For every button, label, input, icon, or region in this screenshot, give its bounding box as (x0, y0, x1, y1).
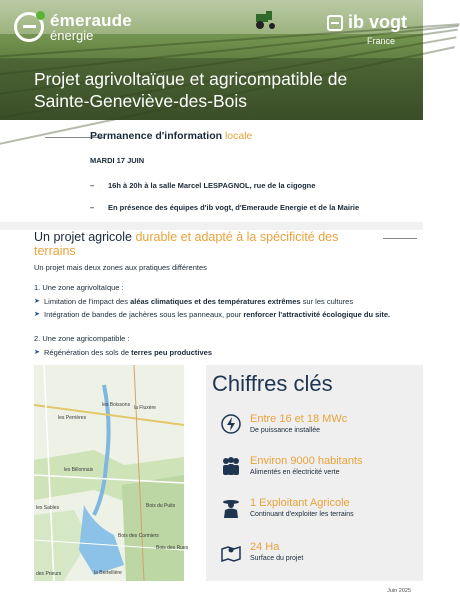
key-figures-title: Chiffres clés (212, 371, 333, 396)
map-label: Bois des Rues (156, 545, 189, 551)
permanence-title: Permanence d'information locale (90, 130, 253, 142)
zone2-label: 2. Une zone agricompatible : (34, 334, 130, 343)
key-figure-desc: Continuant d'exploiter les terrains (250, 511, 354, 518)
arrow-bullet-icon: ➤ (34, 311, 40, 318)
agricole-subtitle: Un projet mais deux zones aux pratiques différentes (34, 263, 207, 272)
key-figure-value: Entre 16 et 18 MWc (250, 413, 348, 425)
arrow-bullet-icon: ➤ (34, 349, 40, 356)
arrow-bullet-icon: ➤ (34, 298, 40, 305)
section-rule (383, 238, 417, 239)
logo-right-brand: ib vogt (348, 12, 407, 32)
page-title: Projet agrivoltaïque et agricompatible de Sainte-Geneviève-des-Bois (34, 69, 348, 111)
map-label: les Billonnais (64, 467, 94, 473)
permanence-item: – En présence des équipes d'ib vogt, d'Emeraude Energie et de la Mairie (90, 203, 360, 212)
key-figure-desc: De puissance installée (250, 427, 321, 434)
map-label: les Sables (36, 505, 60, 511)
list-item: ➤ Intégration de bandes de jachères sous les panneaux, pour renforcer l'attractivité écologique du site. (34, 310, 391, 319)
zone1-label: 1. Une zone agrivoltaïque : (34, 283, 124, 292)
key-figure-desc: Alimentés en électricité verte (250, 469, 340, 476)
key-figure-value: 24 Ha (250, 541, 280, 553)
key-figure (220, 497, 420, 520)
map-label: les Perrières (58, 415, 87, 421)
logo-left-line1: émeraude (50, 11, 132, 30)
key-figure-value: 1 Exploitant Agricole (250, 497, 350, 509)
list-item: ➤ Régénération des sols de terres peu productives (34, 348, 212, 357)
map-label: les Boissons (102, 402, 131, 408)
ib-vogt-mark-icon (327, 15, 343, 31)
permanence-date: MARDI 17 JUIN (90, 156, 145, 165)
logo-left-line2: énergie (50, 28, 94, 43)
permanence-item: – 16h à 20h à la salle Marcel LESPAGNOL, rue de la cigogne (90, 181, 316, 190)
emeraude-energie-logo (14, 12, 132, 42)
key-figures-panel (206, 365, 423, 581)
footer-date: Juin 2025 (387, 588, 411, 594)
ib-vogt-logo (327, 12, 407, 46)
key-figure-value: Environ 9000 habitants (250, 455, 363, 467)
people-icon (220, 455, 242, 477)
project-map (34, 365, 189, 581)
logo-right-country: France (366, 36, 395, 46)
map-area-icon (220, 541, 242, 563)
power-plug-icon (220, 413, 242, 435)
key-figure (220, 413, 420, 436)
agricole-title: Un projet agricole durable et adapté à la spécificité des terrains (34, 230, 339, 258)
key-figure (220, 455, 420, 478)
key-figure-desc: Surface du projet (250, 555, 304, 562)
farmer-icon (220, 497, 242, 519)
key-figure (220, 541, 420, 564)
map-label: Bois du Puits (146, 503, 176, 509)
map-label: des Prieurs (36, 571, 62, 577)
section-divider (0, 222, 423, 230)
map-label: la Bertellière (94, 570, 122, 576)
tractor-icon (252, 10, 278, 30)
hero-banner (0, 0, 423, 120)
map-label: la Fluxère (134, 405, 156, 411)
list-item: ➤ Limitation de l'impact des aléas climatiques et des températures extrêmes sur les cultures (34, 297, 354, 306)
map-label: Bois des Cormiers (118, 533, 159, 539)
